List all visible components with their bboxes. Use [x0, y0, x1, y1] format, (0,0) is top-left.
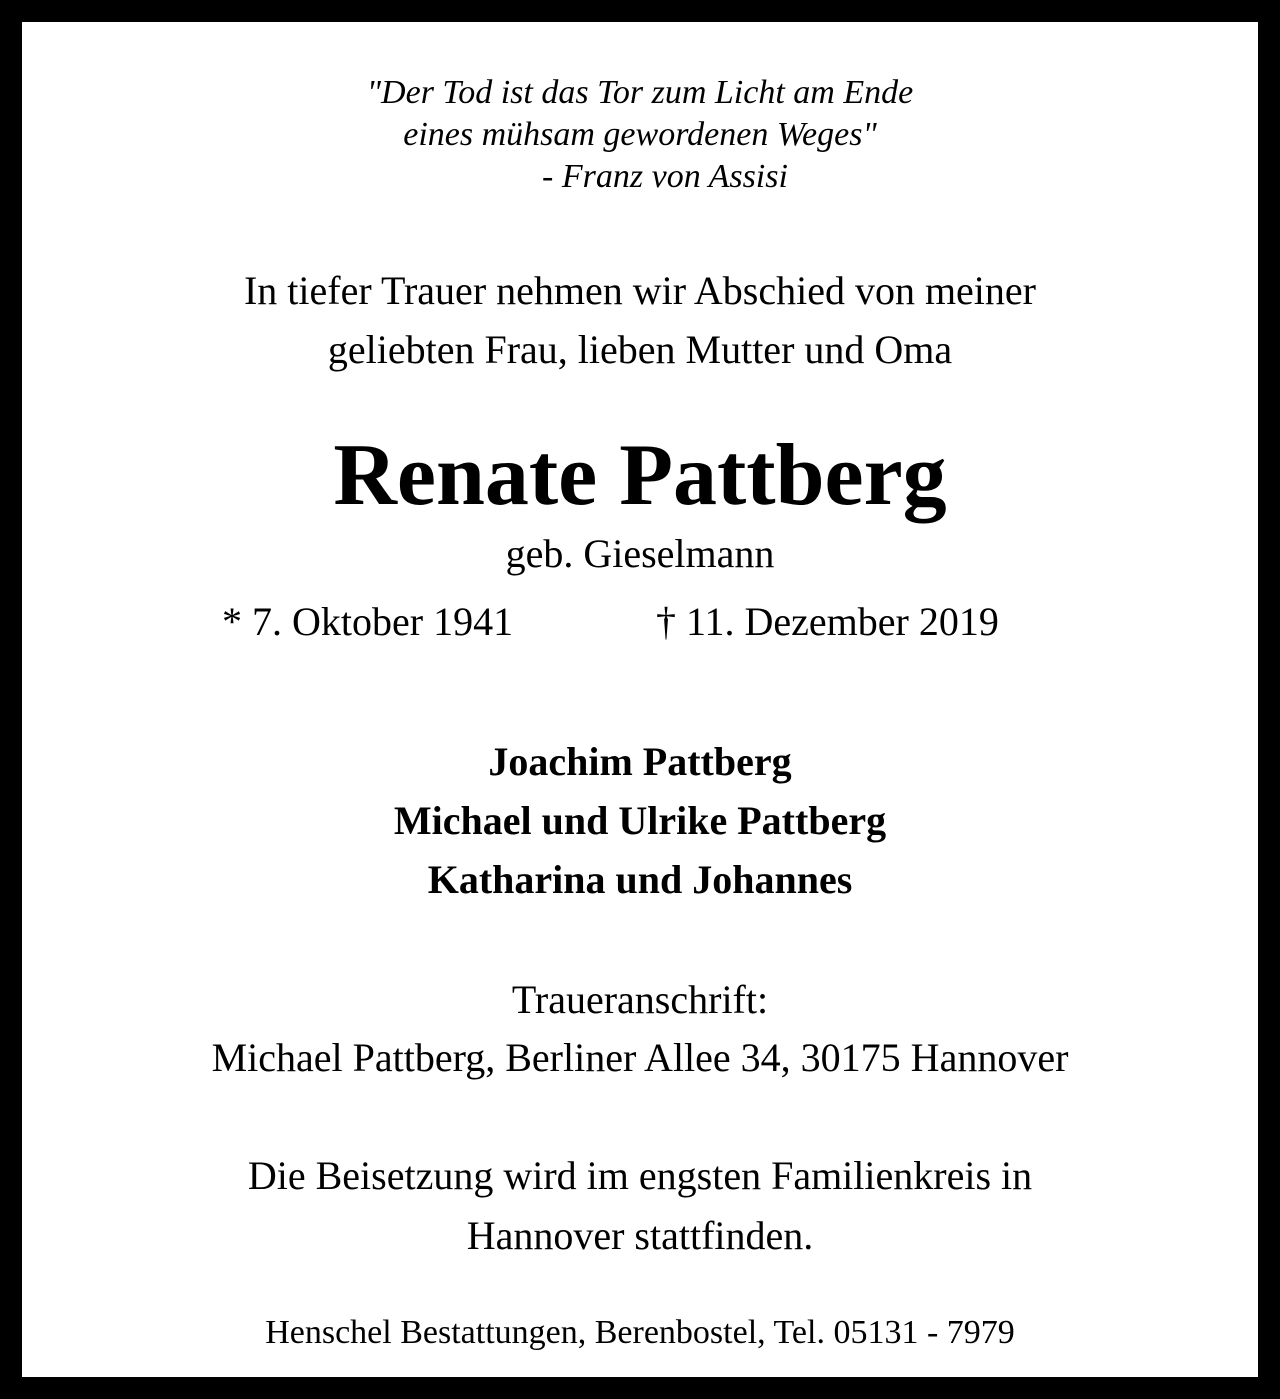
life-dates [22, 598, 1258, 646]
maiden-name: geb. Gieselmann [505, 531, 775, 576]
family-member-1: Joachim Pattberg [488, 739, 792, 784]
death-date: † 11. Dezember 2019 [656, 599, 999, 644]
family-member-3: Katharina und Johannes [427, 857, 853, 902]
burial-line-2: Hannover stattfinden. [466, 1213, 814, 1258]
intro-line-2: geliebten Frau, lieben Mutter und Oma [327, 327, 953, 372]
address-value: Michael Pattberg, Berliner Allee 34, 30175 Hannover [211, 1035, 1069, 1080]
birth-date: * 7. Oktober 1941 [222, 599, 514, 644]
address-label: Traueranschrift: [511, 977, 769, 1022]
burial-line-1: Die Beisetzung wird im engsten Familienkreis in [247, 1153, 1033, 1198]
quote-attribution: - Franz von Assisi [542, 158, 788, 195]
intro-line-1: In tiefer Trauer nehmen wir Abschied von meiner [243, 268, 1036, 313]
quote-line-2: eines mühsam gewordenen Weges" [403, 116, 877, 153]
undertaker-info: Henschel Bestattungen, Berenbostel, Tel. 05131 - 7979 [265, 1314, 1015, 1351]
deceased-name: Renate Pattberg [333, 427, 947, 524]
quote-line-1: "Der Tod ist das Tor zum Licht am Ende [366, 74, 914, 111]
obituary-notice [22, 22, 1258, 1377]
family-member-2: Michael und Ulrike Pattberg [393, 798, 887, 843]
